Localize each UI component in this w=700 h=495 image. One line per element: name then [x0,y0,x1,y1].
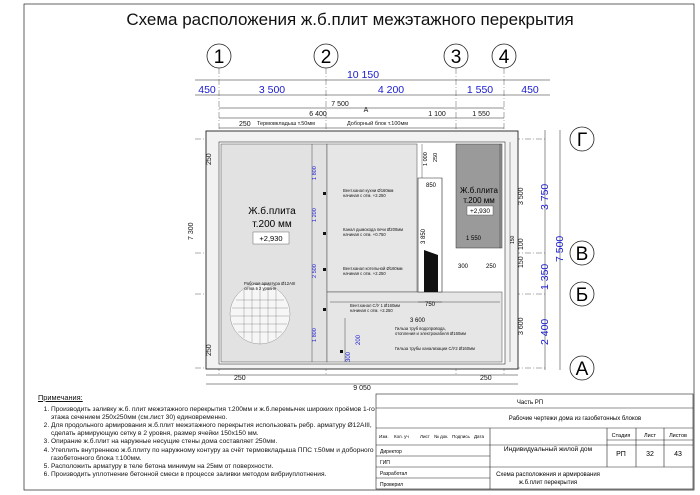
svg-text:Лист: Лист [644,433,656,439]
svg-text:250: 250 [433,152,439,162]
dim-right-total: 7 500 [554,235,566,262]
label-vent-boiler: Вент.канал котельной Ø160мм [343,266,403,271]
svg-text:Разработал: Разработал [380,471,408,477]
dim-left-total: 7 300 [188,222,195,240]
svg-text:т.200 мм: т.200 мм [252,219,292,230]
stamp-part: Часть РП [516,400,544,406]
svg-text:Изм.: Изм. [379,434,389,439]
svg-text:Кол. уч: Кол. уч [394,434,409,439]
svg-text:250: 250 [486,264,497,270]
svg-text:300: 300 [346,351,352,362]
stair-shadow [424,250,438,292]
axis-label-4: 4 [498,47,510,68]
svg-text:100: 100 [518,238,525,250]
svg-text:1 800: 1 800 [312,166,318,180]
svg-text:250: 250 [234,375,246,382]
svg-text:2 500: 2 500 [312,264,318,278]
svg-text:ГИП: ГИП [380,460,390,466]
svg-text:250: 250 [239,121,251,128]
svg-text:150: 150 [510,235,516,244]
svg-text:Проверил: Проверил [380,482,404,488]
svg-text:7 500: 7 500 [331,101,349,108]
stamp-sheet: 32 [646,451,654,458]
rebar-mesh [230,284,290,344]
svg-text:1 350: 1 350 [539,263,551,290]
notes [38,394,378,479]
svg-text:1 550: 1 550 [466,84,494,96]
svg-text:ж.б.плит перекрытия: ж.б.плит перекрытия [518,480,578,486]
note-3: 3. Опирание ж.б.плит на наружные несущие стены дома составляет 250мм. [51,438,378,446]
svg-text:т.200 мм: т.200 мм [463,196,495,205]
svg-text:1 800: 1 800 [312,328,318,342]
svg-text:Дата: Дата [474,434,484,439]
slab-main-label: Ж.б.плита [248,206,296,217]
svg-text:начиная с отм. +2.250: начиная с отм. +2.250 [350,308,393,313]
svg-text:1 100: 1 100 [428,111,446,118]
svg-text:3 500: 3 500 [258,84,286,96]
note-1: 1. Производить заливку ж.б. плит межэтажного перекрытия т.200мм и ж.б.перемычек широких проёмов 1-го этажа сечением 250х250мм (см.лист 30) единовременно. [51,406,378,422]
stamp-sheet-title: Схема расположения и армирования [496,472,600,478]
label-chimney: Канал дымохода печи Ø200мм [343,227,403,232]
svg-text:300: 300 [458,264,469,270]
svg-text:Листов: Листов [669,433,687,439]
axis-markers-horizontal [570,127,594,380]
stamp-object: Индивидуальный жилой дом [503,446,593,453]
stamp-sheets: 43 [674,451,682,458]
svg-text:3 500: 3 500 [518,187,525,205]
svg-text:250: 250 [206,344,213,356]
svg-text:Директор: Директор [380,449,402,455]
stamp-stage: РП [616,451,626,458]
label-vent-wc1: Вент.канал С/У 1 Ø160мм [350,303,401,308]
label-insulation: Термовкладыш т.50мм [257,121,315,127]
axis-label-V: В [575,244,589,265]
notes-header: Примечания: [38,393,83,402]
svg-text:Стадия: Стадия [611,433,631,439]
label-rebar: Рабочая арматура Ø12АIII [244,281,296,286]
dim-total-width: 10 150 [346,69,380,81]
svg-text:3 850: 3 850 [421,228,427,244]
note-4: 4. Утеплить внутреннюю ж.б.плиту по наружному контуру за счёт термовкладыша ППС т.50мм и доборного газобетонного блока т.100мм. [51,447,378,463]
label-pipe-sewer: Гильза трубы канализации С/У2 Ø160мм [395,346,475,351]
svg-text:250: 250 [206,153,213,165]
label-extra-block: Доборный блок т.100мм [347,121,409,127]
svg-text:начиная с отм. +2.250: начиная с отм. +2.250 [343,271,386,276]
svg-text:750: 750 [425,302,436,308]
svg-text:6 400: 6 400 [309,111,327,118]
svg-text:А: А [363,107,369,114]
svg-text:3 750: 3 750 [539,183,551,210]
slab-main-level: +2,930 [259,234,283,243]
axis-markers-vertical [207,44,516,68]
slab-small-level: +2,930 [469,208,491,215]
stamp-project: Рабочие чертежи дома из газобетонных блоков [508,416,642,422]
axis-label-B: Б [575,285,589,306]
svg-text:850: 850 [426,183,437,189]
svg-text:450: 450 [521,84,539,96]
svg-text:1 200: 1 200 [312,208,318,222]
svg-text:1 550: 1 550 [472,111,490,118]
svg-text:450: 450 [198,84,216,96]
note-6: 6. Производить уплотнение бетонной смеси в процессе заливки методом вибриуплотнения. [51,471,378,479]
axis-label-1: 1 [213,47,225,68]
note-2: 2. Для продольного армирования ж.б.плит межэтажного перекрытия использовать ребр. арматуру Ø12АIII, сделать армирующую сетку в 2 уровня, размер ячейки 150х150 мм. [51,422,378,438]
svg-text:1 550: 1 550 [466,236,482,242]
svg-text:3 600: 3 600 [518,317,525,335]
label-vent-kitchen: Вент.канал кухни Ø160мм [343,188,394,193]
slab-small-label: Ж.б.плита [460,186,498,195]
svg-text:4 200: 4 200 [377,84,405,96]
page-title: Схема расположения ж.б.плит межэтажного перекрытия [126,10,574,29]
label-pipe-water: Гильза труб водопровода, [395,326,446,331]
svg-text:2 400: 2 400 [539,318,551,345]
svg-text:200: 200 [356,334,362,345]
axis-label-3: 3 [450,47,462,68]
axis-label-2: 2 [320,47,332,68]
svg-text:отопления и электрокабеля Ø160: отопления и электрокабеля Ø160мм [395,331,467,336]
svg-text:1 000: 1 000 [423,152,429,166]
svg-text:начиная с отм. +2.250: начиная с отм. +2.250 [343,193,386,198]
svg-text:начиная с отм. +0.750: начиная с отм. +0.750 [343,232,386,237]
svg-text:№ док.: № док. [434,434,449,439]
svg-text:150: 150 [518,256,525,268]
dim-bottom-total: 9 050 [353,385,371,392]
svg-text:Лист: Лист [420,434,430,439]
svg-text:250: 250 [480,375,492,382]
axis-label-A: А [575,359,589,380]
axis-label-G: Г [576,130,588,151]
note-5: 5. Расположить арматуру в теле бетона минимум на 25мм от поверхности. [51,463,378,471]
svg-text:3 600: 3 600 [410,318,426,324]
svg-text:сетка в 2 уровня: сетка в 2 уровня [244,286,277,291]
svg-text:Подпись: Подпись [452,434,470,439]
